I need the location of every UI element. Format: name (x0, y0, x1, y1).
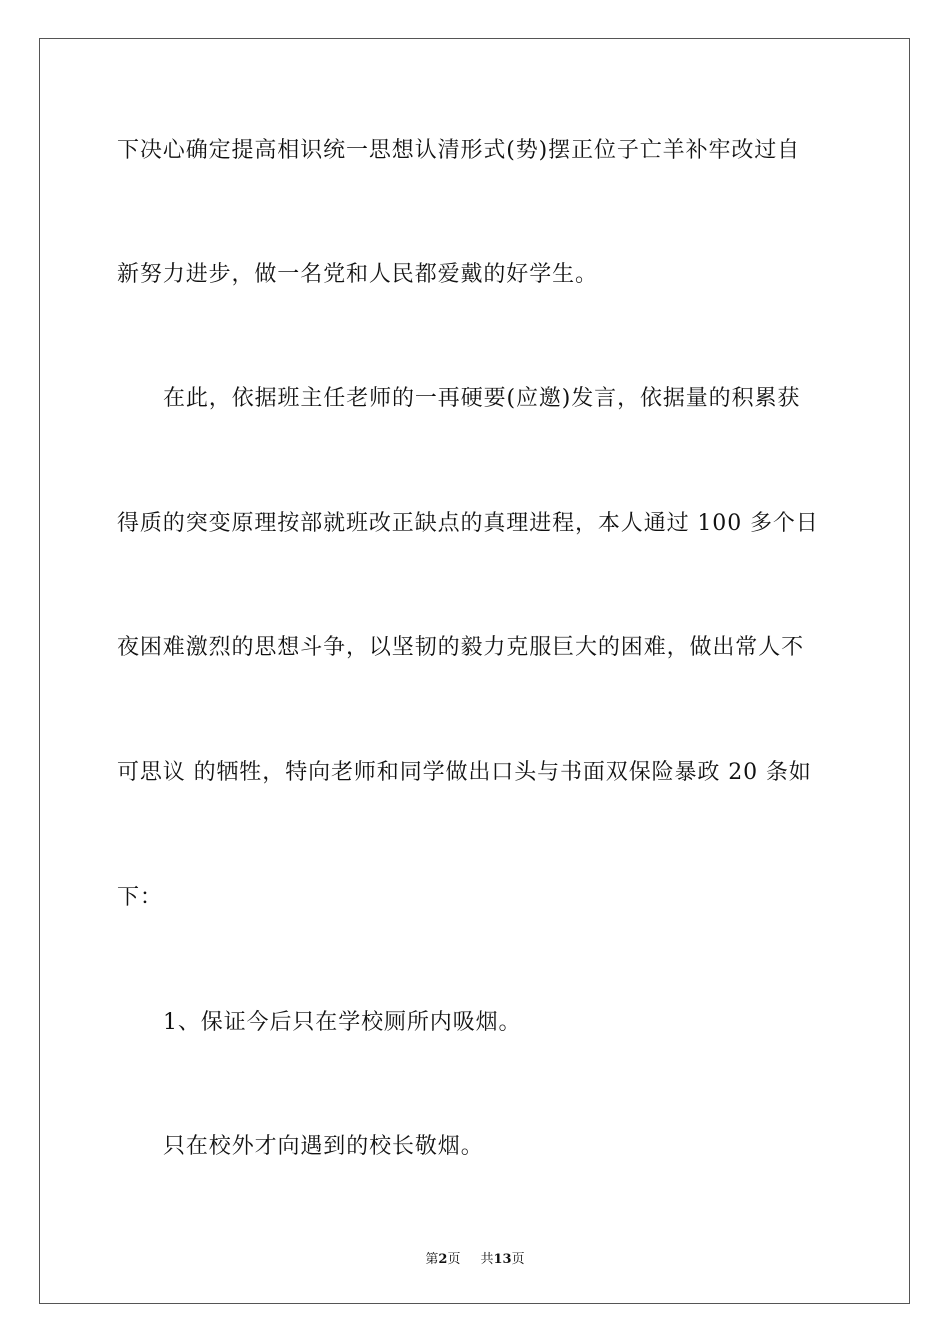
footer-page-number: 2 (438, 1252, 448, 1267)
body-line-5: 夜困难激烈的思想斗争，以坚韧的毅力克服巨大的困难，做出常人不 (117, 635, 805, 660)
body-line-9: 只在校外才向遇到的校长敬烟。 (163, 1134, 484, 1159)
body-line-4: 得质的突变原理按部就班改正缺点的真理进程，本人通过 100 多个日 (117, 511, 819, 536)
page-footer (0, 1248, 950, 1267)
body-line-1: 下决心确定提高相识统一思想认清形式(势)摆正位子亡羊补牢改过自 (117, 138, 801, 163)
footer-total-prefix: 共 (480, 1252, 494, 1267)
body-line-2: 新努力进步，做一名党和人民都爱戴的好学生。 (117, 262, 598, 287)
body-line-8: 1、保证今后只在学校厕所内吸烟。 (163, 1010, 522, 1035)
page-border (39, 38, 910, 1304)
body-line-7: 下： (117, 885, 163, 910)
footer-total-pages: 13 (493, 1252, 512, 1267)
footer-page-suffix: 页 (447, 1252, 461, 1267)
body-line-6: 可思议 的牺牲，特向老师和同学做出口头与书面双保险暴政 20 条如 (117, 760, 812, 785)
footer-total-suffix: 页 (511, 1252, 525, 1267)
body-line-3: 在此，依据班主任老师的一再硬要(应邀)发言，依据量的积累获 (163, 386, 801, 411)
footer-page-prefix: 第 (425, 1252, 439, 1267)
